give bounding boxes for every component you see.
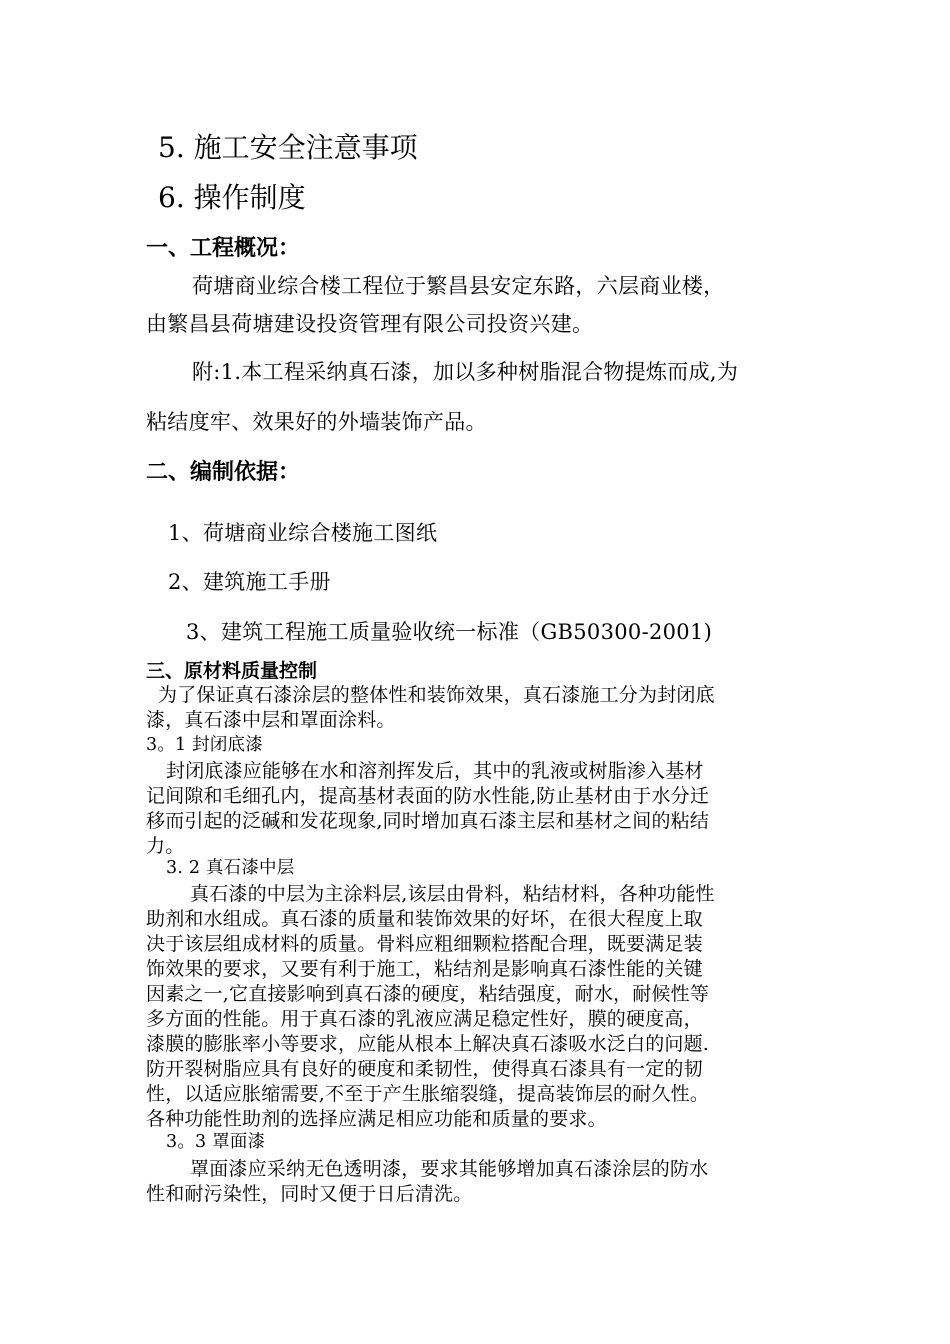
subsection-3-2-line: 真石漆的中层为主涂料层,该层由骨料，粘结材料，各种功能性 (190, 883, 715, 905)
subsection-3-2-line: 性，以适应胀缩需要,不至于产生胀缩裂缝，提高装饰层的耐久性。 (146, 1083, 710, 1105)
subsection-3-1-line: 封闭底漆应能够在水和溶剂挥发后，其中的乳液或树脂渗入基材 (166, 760, 704, 782)
section-1-heading: 一、工程概况： (146, 236, 301, 261)
section-1-note-line-1: 附:1.本工程采纳真石漆，加以多种树脂混合物提炼而成,为 (192, 360, 739, 384)
subsection-3-1-line: 移而引起的泛碱和发花现象,同时增加真石漆主层和基材之间的粘结 (146, 810, 710, 832)
section-1-note-line-2: 粘结度牢、效果好的外墙装饰产品。 (146, 410, 487, 434)
toc-item-5: 5. 施工安全注意事项 (158, 131, 418, 164)
section-2-heading: 二、编制依据： (146, 460, 301, 485)
subsection-3-2-title: 3. 2 真石漆中层 (166, 858, 295, 878)
subsection-3-3-title: 3。3 罩面漆 (166, 1132, 266, 1152)
section-3-heading: 三、原材料质量控制 (146, 660, 318, 682)
subsection-3-1-line: 力。 (146, 835, 185, 857)
subsection-3-2-line: 防开裂树脂应具有良好的硬度和柔韧性，使得真石漆具有一定的韧 (146, 1058, 703, 1080)
section-3-intro-line-2: 漆，真石漆中层和罩面涂料。 (146, 709, 396, 731)
reference-item-3: 3、建筑工程施工质量验收统一标准（GB50300-2001) (186, 620, 713, 644)
subsection-3-2-line: 多方面的性能。用于真石漆的乳液应满足稳定性好，膜的硬度高， (146, 1008, 703, 1030)
subsection-3-2-line: 决于该层组成材料的质量。骨料应粗细颗粒搭配合理，既要满足装 (146, 933, 703, 955)
subsection-3-3-line: 性和耐污染性，同时又便于日后清洗。 (146, 1183, 473, 1205)
subsection-3-2-line: 饰效果的要求，又要有利于施工，粘结剂是影响真石漆性能的关键 (146, 958, 703, 980)
subsection-3-1-title: 3。1 封闭底漆 (146, 735, 263, 755)
section-1-para-line-1: 荷塘商业综合楼工程位于繁昌县安定东路，六层商业楼， (192, 274, 725, 298)
subsection-3-3-line: 罩面漆应采纳无色透明漆，要求其能够增加真石漆涂层的防水 (190, 1158, 709, 1180)
subsection-3-2-line: 因素之一,它直接影响到真石漆的硬度，粘结强度，耐水，耐候性等 (146, 983, 710, 1005)
subsection-3-2-line: 漆膜的膨胀率小等要求，应能从根本上解决真石漆吸水泛白的问题. (146, 1033, 710, 1055)
subsection-3-2-line: 助剂和水组成。真石漆的质量和装饰效果的好坏，在很大程度上取 (146, 908, 703, 930)
reference-item-1: 1、荷塘商业综合楼施工图纸 (168, 521, 438, 545)
section-1-para-line-2: 由繁昌县荷塘建设投资管理有限公司投资兴建。 (146, 312, 594, 336)
toc-item-6: 6. 操作制度 (158, 181, 306, 214)
subsection-3-1-line: 记间隙和毛细孔内，提高基材表面的防水性能,防止基材由于水分迁 (146, 785, 710, 807)
reference-item-2: 2、建筑施工手册 (168, 570, 331, 594)
subsection-3-2-line: 各种功能性助剂的选择应满足相应功能和质量的要求。 (146, 1108, 607, 1130)
section-3-intro-line-1: 为了保证真石漆涂层的整体性和装饰效果，真石漆施工分为封闭底 (158, 684, 715, 706)
